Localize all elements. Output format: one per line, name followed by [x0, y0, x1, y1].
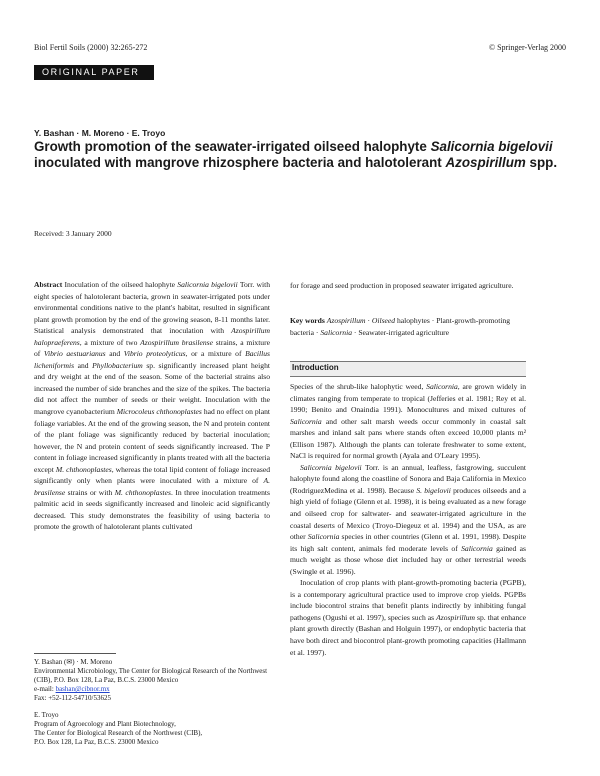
affiliation-line: P.O. Box 128, La Paz, B.C.S. 23000 Mexico	[34, 738, 159, 747]
author-list: Y. Bashan · M. Moreno · E. Troyo	[34, 128, 166, 138]
abstract-segment: Bacillus licheniformis	[34, 349, 270, 370]
paragraph-segment: Inoculation of crop plants with plant-growth-promoting bacteria (PGPB), is a contemporary agricultural practice used to improve crop yields. PGPBs include biocontrol strains that benefit plants indirectly by inhibiting fungal pathogens (Ogushi et al. 1997), species such as	[290, 578, 526, 622]
keywords	[290, 315, 526, 338]
abstract-segment: Azospirillum brasilense	[140, 337, 213, 347]
title-species: Salicornia bigelovii	[430, 139, 553, 154]
affiliation-address: Environmental Microbiology, The Center for Biological Research of the Northwest (CIB), P.O. Box 128, La Paz, B.C.S. 23000 Mexico	[34, 667, 268, 685]
paragraph-segment: Salicornia	[307, 532, 340, 542]
abstract-segment: . In three inoculation treatments palmitic acid in seeds significantly increased and linoleic acid significantly decreased. This study demonstrates the feasibility of using bacteria to promote the growth of halotolerant plants cultivated	[34, 487, 270, 532]
affiliation-email-line	[34, 685, 274, 694]
keyword-segment: halophytes · Plant-growth-promoting bacteria ·	[290, 316, 511, 337]
paragraph-segment: are grown widely in climates ranging from temperate to tropical (Jefferies et al. 1981; Rey et al. 1990; Benito and Onaindia 1991). Monocultures and mixed cultures of	[290, 382, 526, 415]
title-text-3: spp.	[525, 154, 558, 170]
keyword-segment: ·	[365, 316, 372, 325]
affiliation-line: The Center for Biological Research of the Northwest (CIB),	[34, 729, 203, 738]
affiliation-fax: Fax: +52-112-54710/53625	[34, 694, 111, 703]
abstract-segment: and	[105, 349, 124, 359]
paragraph-segment: gained as much weight as those whose diet included hay or other terrestrial weeds (Swingle et al. 1996).	[290, 543, 526, 576]
title-text-2: inoculated with mangrove rhizosphere bacteria and halotolerant	[34, 154, 446, 170]
abstract-segment: sp. significantly increased plant height and dry weight at the end of the season. Some of the bacterial strains also increased the number of side branches and the size of the spikes. The bacteria did not affect the number of seeds or their weight. Inoculation with the mangrove cyanobacterium	[34, 360, 270, 417]
abstract-segment: strains, a mixture of	[34, 337, 271, 359]
received-date: Received: 3 January 2000	[34, 229, 112, 238]
abstract-text	[34, 280, 270, 531]
paragraph-segment: Salicornia	[461, 543, 493, 553]
affiliation-name: Y. Bashan (✉) · M. Moreno	[34, 658, 113, 666]
introduction-heading: Introduction	[292, 363, 339, 372]
paragraph-segment: Salicornia bigelovii	[300, 462, 362, 472]
paragraph-segment: and other salt marsh weeds occur commonly in coastal salt marshes and inland salt pans where stands often exceed 10,000 plants m² (Ellison 1987). Although the plants can tolerate freshwater to some extent, NaCl is required for normal growth (Ayala and O'Leary 1995).	[290, 416, 526, 461]
paragraph-segment: Salicornia,	[426, 382, 460, 391]
abstract-segment: Vibrio aestuarianus	[43, 349, 106, 359]
paragraph-segment: sp. that enhance plant growth directly (Bashan and Holguin 1997), or endophytic bacteria that have both direct and biocontrol plant-growth promoting capacities (Hallmann et al. 1997).	[290, 612, 527, 657]
affiliation-name: E. Troyo	[34, 711, 59, 719]
introduction-paragraph	[290, 577, 526, 658]
abstract-segment: Vibrio proteolyticus,	[123, 349, 188, 359]
abstract-segment: Salicornia bigelovii	[177, 280, 238, 289]
abstract-segment: M. chthonoplastes,	[55, 464, 114, 474]
affiliation-bashan	[34, 658, 274, 703]
title-text-1: Growth promotion of the seawater-irrigated oilseed halophyte	[34, 139, 431, 154]
abstract-segment: A. brasilense	[34, 476, 270, 497]
email-link[interactable]: bashan@cibnor.mx	[55, 685, 110, 694]
introduction-paragraph	[290, 381, 526, 462]
abstract-body	[34, 279, 270, 533]
paragraph-segment: Species of the shrub-like halophytic weed,	[290, 382, 427, 391]
keyword-segment: Azospirillum	[326, 316, 366, 325]
keywords-label: Key words	[290, 316, 325, 325]
affiliation-troyo	[34, 711, 274, 747]
title-genus: Azospirillum	[445, 154, 526, 170]
abstract-segment: a mixture of two	[81, 337, 141, 347]
abstract-continuation: for forage and seed production in proposed seawater irrigated agriculture.	[290, 281, 514, 290]
abstract-segment: had no effect on plant foliage variables. At the end of the growing season, the N and protein content of the plant foliage was significantly reduced by bacterial inoculation; however, the N and protein content of seeds significantly increased. The P content in foliage increased significantly in plants treated with all the bacteria except	[34, 407, 270, 474]
keyword-segment: Oilseed	[371, 316, 396, 325]
footnote-divider	[34, 653, 116, 654]
paragraph-segment: Salicornia	[290, 416, 322, 426]
paragraph-segment: S. bigelovii	[416, 485, 451, 495]
abstract-segment: and	[74, 360, 93, 370]
keyword-segment: Salicornia	[320, 327, 352, 337]
abstract-segment: or a mixture of	[187, 349, 246, 359]
paragraph-segment: Torr. is an annual, leafless, fastgrowing, succulent halophyte found along the coastline of Sonora and Baja California in Mexico (RodriguezMedina et al. 1998). Because	[290, 462, 527, 495]
abstract-label: Abstract	[34, 280, 63, 289]
email-label: e-mail:	[34, 685, 56, 694]
abstract-segment: whereas the total lipid content of foliage increased significantly only when plants were inoculated with a mixture of	[34, 464, 270, 486]
affiliation-line: Program of Agroecology and Plant Biotechnology,	[34, 720, 176, 729]
abstract-segment: Inoculation of the oilseed halophyte	[62, 280, 178, 289]
keyword-segment: · Seawater-irrigated agriculture	[352, 327, 450, 337]
abstract-segment: strains or with	[65, 487, 115, 497]
paragraph-segment: Azospirillum	[436, 612, 475, 622]
introduction-body	[290, 381, 526, 658]
introduction-paragraph	[290, 462, 526, 577]
abstract-segment: Azospirillum halopraeferens,	[34, 326, 270, 347]
article-title	[34, 139, 564, 170]
paragraph-segment: species in other countries (Glenn et al. 1991, 1998). Despite its high salt content, animals fed moderate levels of	[290, 532, 526, 553]
article-type-banner: ORIGINAL PAPER	[34, 65, 154, 80]
abstract-segment: M. chthonoplastes	[114, 487, 171, 497]
abstract-segment: Microcoleus chthonoplastes	[116, 407, 202, 417]
abstract-segment: Torr. with eight species of halotolerant bacteria, grown in seawater-irrigated pots under environmental conditions native to the plant's habitat, resulted in significant plant growth promotion by the end of the growing season, 8-11 months later. Statistical analysis demonstrated that inoculation with	[34, 280, 271, 336]
paragraph-segment: produces oilseeds and a high yield of foliage (Glenn et al. 1998), it is being evaluated as a new forage and oilseed crop for saltwater- and seawater-irrigated agriculture in the coastal deserts of Mexico (Troyo-Diegeuz et al. 1994) and the USA, as are other	[290, 485, 527, 542]
copyright-notice: © Springer-Verlag 2000	[488, 43, 566, 52]
journal-citation: Biol Fertil Soils (2000) 32:265-272	[34, 43, 148, 52]
abstract-segment: Phyllobacterium	[92, 360, 143, 370]
